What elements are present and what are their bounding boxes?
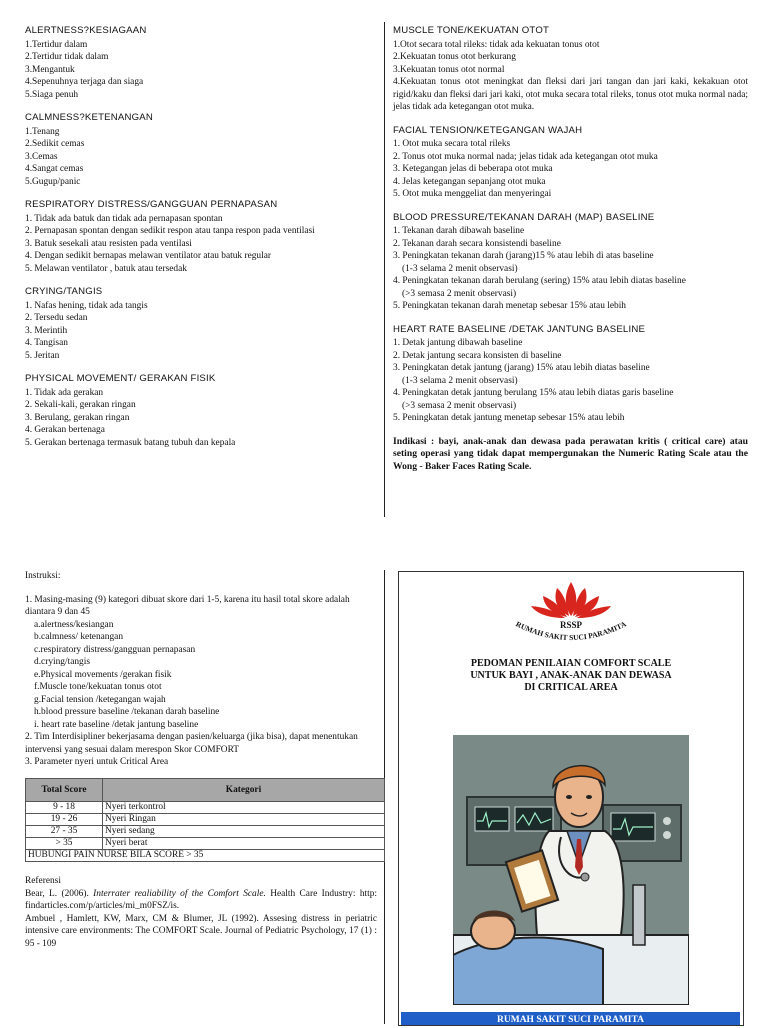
right-section <box>393 324 748 425</box>
section-heading: MUSCLE TONE/KEKUATAN OTOT <box>393 25 550 36</box>
instruksi-subitem: c.respiratory distress/gangguan pernapasan <box>34 644 196 655</box>
criteria-item: 1. Nafas hening, tidak ada tangis <box>25 300 148 311</box>
section-heading: CRYING/TANGIS <box>25 286 103 297</box>
section-heading: RESPIRATORY DISTRESS/GANGGUAN PERNAPASAN <box>25 199 278 210</box>
score-category-cell: Nyeri Ringan <box>103 814 385 826</box>
score-table-header-score: Total Score <box>26 778 103 802</box>
section-heading: BLOOD PRESSURE/TEKANAN DARAH (MAP) BASELINE <box>393 211 655 223</box>
reference-1-authors: Bear, L. (2006). <box>25 888 94 899</box>
criteria-item: 1. Detak jantung dibawah baseline <box>393 338 523 348</box>
instruksi-title: Instruksi: <box>25 571 61 581</box>
criteria-item: 4.Sepenuhnya terjaga dan siaga <box>25 77 144 87</box>
criteria-item: 3. Ketegangan jelas di beberapa otot muka <box>393 164 553 174</box>
criteria-item: 3. Peningkatan detak jantung (jarang) 15% atau lebih diatas baseline <box>393 363 650 373</box>
reference-1-title: Interrater realiability of the Comfort Scale. <box>93 888 266 899</box>
criteria-item: 5. Otot muka menggeliat dan menyeringai <box>393 189 552 199</box>
left-section <box>25 286 377 362</box>
criteria-item: 4. Peningkatan tekanan darah berulang (sering) 15% atau lebih diatas baseline <box>393 276 686 286</box>
criteria-item: 4. Peningkatan detak jantung berulang 15% atau lebih diatas garis baseline <box>393 388 674 398</box>
criteria-item: 5.Gugup/panic <box>25 176 81 187</box>
criteria-item: 1. Tidak ada batuk dan tidak ada pernapasan spontan <box>25 213 223 224</box>
instruksi-item-2: 2. Tim Interdisipliner bekerjasama dengan pasien/keluarga (jika bisa), dapat menentukan intervensi yang sesuai dalam merespon Skor COMFORT <box>25 732 358 755</box>
criteria-item: 4. Dengan sedikit bernapas melawan ventilator atau batuk regular <box>25 251 272 261</box>
criteria-item: 1.Tertidur dalam <box>25 39 88 50</box>
cover-title-line-2: UNTUK BAYI , ANAK-ANAK DAN DEWASA <box>470 670 672 681</box>
section-heading: CALMNESS?KETENANGAN <box>25 112 154 123</box>
left-section <box>25 199 377 275</box>
criteria-item: 5. Peningkatan tekanan darah menetap sebesar 15% atau lebih <box>393 301 626 311</box>
criteria-item: 3. Batuk sesekali atau resisten pada ventilasi <box>25 238 192 249</box>
criteria-item: 5. Peningkatan detak jantung menetap sebesar 15% atau lebih <box>393 413 625 423</box>
score-table <box>25 778 385 863</box>
cover-title-line-3: DI CRITICAL AREA <box>524 682 618 693</box>
doctor-illustration <box>453 735 689 1005</box>
right-section <box>393 125 748 201</box>
left-section <box>25 112 377 188</box>
criteria-item: 4.Sangat cemas <box>25 164 84 174</box>
left-criteria-column <box>25 25 377 460</box>
criteria-item: (1-3 selama 2 menit observasi) <box>402 375 518 386</box>
criteria-item: 4. Gerakan bertenaga <box>25 425 105 435</box>
reference-1 <box>25 888 377 913</box>
score-table-row <box>26 814 385 826</box>
criteria-item: 1.Otot secara total rileks: tidak ada kekuatan tonus otot <box>393 39 600 50</box>
left-section <box>25 25 377 101</box>
criteria-item: 5. Jeritan <box>25 350 60 361</box>
instruksi-item-3: 3. Parameter nyeri untuk Critical Area <box>25 757 169 767</box>
criteria-item: 3. Peningkatan tekanan darah (jarang)15 % atau lebih di atas baseline <box>393 251 654 261</box>
criteria-item: 4. Tangisan <box>25 338 68 348</box>
instruction-column <box>25 570 377 950</box>
score-range-cell: 19 - 26 <box>26 814 103 826</box>
criteria-item: 1. Otot muka secara total rileks <box>393 139 511 149</box>
criteria-item: 4.Kekuatan tonus otot meningkat dan fleksi dari jari tangan dan jari kaki, kekakuan otot rigid/kaku dan fleksi dari jari kaki, otot muka secara total rileks, tonus otot muka normal nada; jelas tidak ada ketegangan otot muka. <box>393 77 748 112</box>
score-range-cell: 9 - 18 <box>26 802 103 814</box>
left-section <box>25 373 377 449</box>
score-category-cell: Nyeri sedang <box>103 826 385 838</box>
hospital-banner: RUMAH SAKIT SUCI PARAMITA <box>401 1012 740 1025</box>
instruksi-subitem: b.calmness/ ketenangan <box>34 632 124 642</box>
column-divider-top <box>384 22 385 517</box>
criteria-item: (1-3 selama 2 menit observasi) <box>402 263 518 274</box>
criteria-item: 3.Cemas <box>25 151 58 162</box>
cover-title-line-1: PEDOMAN PENILAIAN COMFORT SCALE <box>470 658 672 669</box>
criteria-item: 5. Gerakan bertenaga termasuk batang tubuh dan kepala <box>25 437 236 448</box>
criteria-item: 2. Sekali-kali, gerakan ringan <box>25 400 136 410</box>
referensi-title: Referensi <box>25 876 61 886</box>
reference-1-source: Health Care Industry: http: findarticles.com/p/articles/mi_m0FSZ/is. <box>25 888 378 911</box>
criteria-item: 3.Mengantuk <box>25 64 75 75</box>
section-heading: ALERTNESS?KESIAGAAN <box>25 25 147 36</box>
criteria-item: 5. Melawan ventilator , batuk atau tersedak <box>25 263 187 274</box>
criteria-item: (>3 semasa 2 menit observasi) <box>402 400 517 411</box>
reference-2: Ambuel , Hamlett, KW, Marx, CM & Blumer, JL (1992). Assesing distress in periatric intensive care environments: The COMFORT Scale. Journal of Pediatric Psychology, 17 (1) : 95 - 109 <box>25 913 377 949</box>
criteria-item: 3. Merintih <box>25 325 68 336</box>
section-heading: FACIAL TENSION/KETEGANGAN WAJAH <box>393 124 583 136</box>
indikasi-note: Indikasi : bayi, anak-anak dan dewasa pada perawatan kritis ( critical care) atau seting operasi yang tidak dapat mempergunakan the Numeric Rating Scale atau the Wong - Baker Faces Rating Scale. <box>393 435 748 472</box>
instruksi-subitem: i. heart rate baseline /detak jantung baseline <box>34 719 199 730</box>
score-table-row <box>26 838 385 850</box>
score-table-row <box>26 802 385 814</box>
score-range-cell: 27 - 35 <box>26 826 103 838</box>
criteria-item: 4. Jelas ketegangan sepanjang otot muka <box>393 176 546 187</box>
score-category-cell: Nyeri terkontrol <box>103 802 385 814</box>
right-section <box>393 212 748 313</box>
instruksi-subitem: d.crying/tangis <box>34 657 90 667</box>
instruksi-subitem: h.blood pressure baseline /tekanan darah baseline <box>34 707 220 717</box>
logo-abbreviation: RSSP <box>559 620 583 630</box>
score-category-cell: Nyeri berat <box>103 838 385 850</box>
score-table-footer: HUBUNGI PAIN NURSE BILA SCORE > 35 <box>26 850 385 862</box>
instruksi-subitem: a.alertness/kesiangan <box>34 619 114 630</box>
booklet-cover <box>398 571 744 1026</box>
criteria-item: 3. Berulang, gerakan ringan <box>25 412 130 423</box>
section-heading: PHYSICAL MOVEMENT/ GERAKAN FISIK <box>25 373 216 384</box>
criteria-item: 1. Tekanan darah dibawah baseline <box>393 226 525 236</box>
monitor-screen-1 <box>475 807 509 831</box>
right-section <box>393 25 748 114</box>
instruksi-item-1: 1. Masing-masing (9) kategori dibuat skore dari 1-5, karena itu hasil total skore adalah diantara 9 dan 45 <box>25 594 350 617</box>
instruksi-subitem: e.Physical movements /gerakan fisik <box>34 669 172 680</box>
score-range-cell: > 35 <box>26 838 103 850</box>
criteria-item: (>3 semasa 2 menit observasi) <box>402 288 517 299</box>
criteria-item: 2.Tertidur tidak dalam <box>25 52 109 62</box>
logo-arc-text: RUMAH SAKIT SUCI PARAMITA <box>514 619 628 643</box>
criteria-item: 1.Tenang <box>25 126 60 137</box>
score-table-row <box>26 826 385 838</box>
criteria-item: 2. Tekanan darah secara konsistendi baseline <box>393 238 561 249</box>
criteria-item: 2. Detak jantung secara konsisten di baseline <box>393 350 562 361</box>
instruksi-subitem: g.Facial tension /ketegangan wajah <box>34 694 166 705</box>
criteria-item: 1. Tidak ada gerakan <box>25 387 104 398</box>
criteria-item: 2.Kekuatan tonus otot berkurang <box>393 52 516 62</box>
score-table-header-category: Kategori <box>103 778 385 802</box>
cover-title <box>399 658 743 694</box>
criteria-item: 2. Tersedu sedan <box>25 313 88 323</box>
criteria-item: 5.Siaga penuh <box>25 89 79 100</box>
lotus-icon <box>531 582 611 618</box>
criteria-item: 2. Tonus otot muka normal nada; jelas tidak ada ketegangan otot muka <box>393 151 658 162</box>
section-heading: HEART RATE BASELINE /DETAK JANTUNG BASELINE <box>393 323 646 335</box>
instruksi-subitem: f.Muscle tone/kekuatan tonus otot <box>34 682 162 692</box>
hospital-logo <box>399 572 743 656</box>
criteria-item: 3.Kekuatan tonus otot normal <box>393 64 505 75</box>
criteria-item: 2. Pernapasan spontan dengan sedikit respon atau tanpa respon pada ventilasi <box>25 226 315 236</box>
criteria-item: 2.Sedikit cemas <box>25 139 85 149</box>
instruksi-sublist <box>25 619 377 732</box>
right-criteria-column <box>393 25 748 473</box>
